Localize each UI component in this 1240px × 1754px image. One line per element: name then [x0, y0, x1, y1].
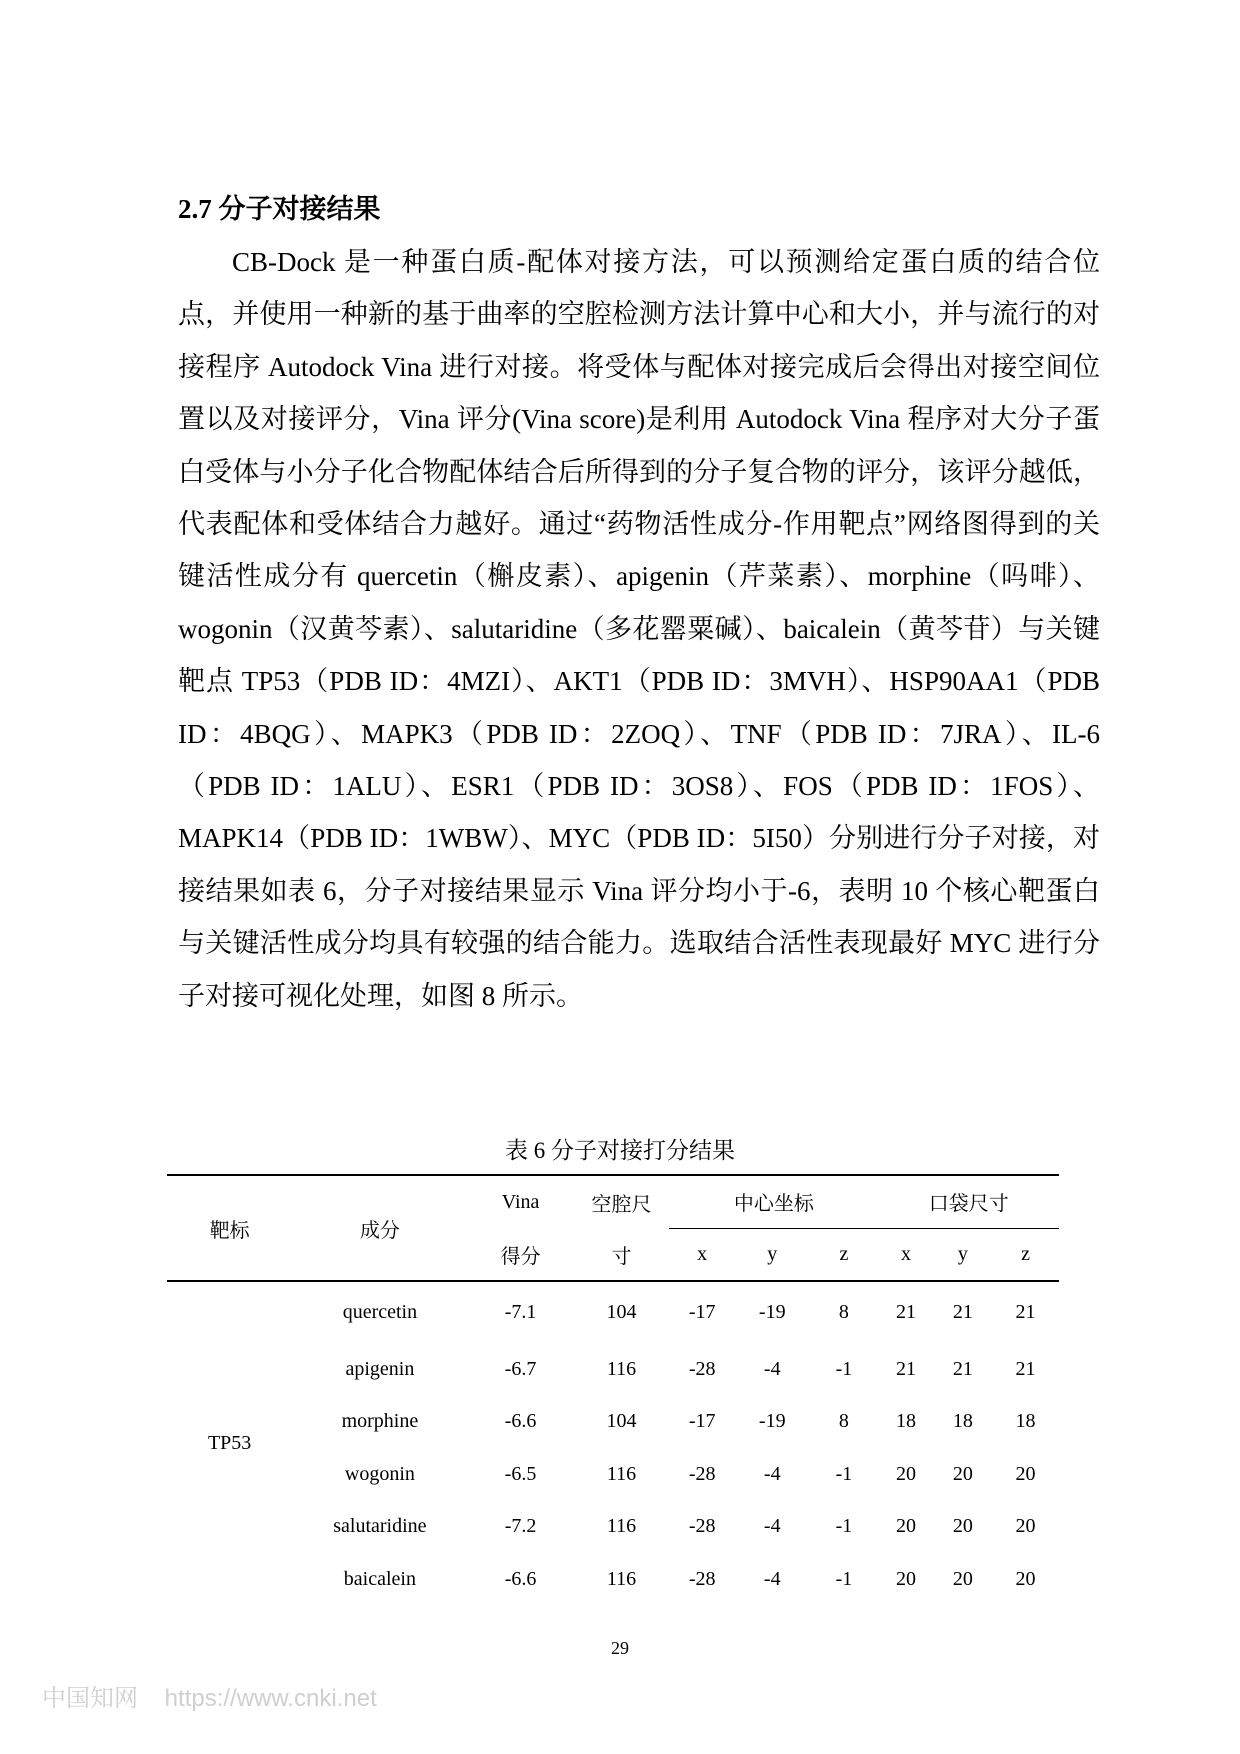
center-z-cell: 8 — [838, 1301, 849, 1323]
vina-cell: -6.7 — [504, 1357, 537, 1380]
header-vina-1: Vina — [501, 1190, 540, 1213]
center-z-cell: -1 — [835, 1515, 853, 1538]
watermark-url: https://www.cnki.net — [164, 1685, 377, 1712]
compound-cell: wogonin — [344, 1462, 415, 1485]
vina-cell: -6.6 — [504, 1567, 537, 1590]
vina-cell: -6.6 — [504, 1410, 537, 1433]
center-x-cell: -28 — [688, 1567, 716, 1590]
compound-cell: morphine — [341, 1410, 419, 1433]
pocket-z-cell: 20 — [1015, 1567, 1036, 1590]
cavity-cell: 116 — [606, 1567, 637, 1590]
cavity-cell: 116 — [606, 1515, 637, 1538]
header-target: 靶标 — [209, 1219, 250, 1242]
pocket-z-cell: 18 — [1015, 1410, 1036, 1433]
header-vina-2: 得分 — [500, 1245, 541, 1268]
section-heading: 2.7 分子对接结果 — [178, 194, 381, 224]
pocket-x-cell: 18 — [896, 1410, 917, 1433]
vina-cell: -6.5 — [504, 1462, 537, 1485]
header-compound: 成分 — [359, 1219, 400, 1242]
pocket-z-cell: 21 — [1015, 1301, 1036, 1323]
section-body — [178, 236, 1100, 1022]
table-row — [167, 1281, 1059, 1343]
pocket-z-cell: 20 — [1015, 1462, 1036, 1485]
table-caption: 表 6 分子对接打分结果 — [505, 1138, 735, 1163]
cavity-cell: 104 — [606, 1301, 637, 1323]
pocket-x-cell: 20 — [896, 1567, 917, 1590]
center-z-cell: -1 — [835, 1567, 853, 1590]
header-center-z: z — [839, 1242, 849, 1265]
header-pocket-y: y — [957, 1242, 968, 1265]
center-y-cell: -4 — [763, 1462, 781, 1485]
center-y-cell: -4 — [763, 1515, 781, 1538]
table-row — [167, 1553, 1059, 1606]
pocket-y-cell: 20 — [952, 1567, 973, 1590]
cavity-cell: 116 — [606, 1357, 637, 1380]
cavity-cell: 104 — [606, 1410, 637, 1433]
center-x-cell: -28 — [688, 1357, 716, 1380]
watermark-logo-text: 中国知网 — [42, 1685, 138, 1712]
docking-results-table — [167, 1174, 1059, 1606]
center-x-cell: -28 — [688, 1462, 716, 1485]
pocket-x-cell: 20 — [896, 1515, 917, 1538]
header-pocket-x: x — [901, 1242, 912, 1265]
compound-cell: apigenin — [345, 1357, 415, 1380]
cavity-cell: 116 — [606, 1462, 637, 1485]
vina-cell: -7.2 — [504, 1515, 537, 1538]
pocket-y-cell: 20 — [952, 1462, 973, 1485]
center-y-cell: -4 — [763, 1567, 781, 1590]
center-z-cell: -1 — [835, 1462, 853, 1485]
header-cavity-1: 空腔尺 — [591, 1193, 652, 1216]
pocket-y-cell: 21 — [952, 1357, 973, 1380]
pocket-y-cell: 20 — [952, 1515, 973, 1538]
page-number: 29 — [611, 1638, 629, 1658]
pocket-x-cell: 20 — [896, 1462, 917, 1485]
cnki-watermark — [42, 1678, 377, 1713]
compound-cell: salutaridine — [333, 1515, 427, 1538]
vina-cell: -7.1 — [504, 1301, 537, 1323]
center-x-cell: -28 — [688, 1515, 716, 1538]
compound-cell: quercetin — [342, 1301, 418, 1323]
header-pocket: 口袋尺寸 — [878, 1175, 1059, 1228]
center-z-cell: -1 — [835, 1357, 853, 1380]
target-cell: TP53 — [207, 1432, 252, 1455]
header-center-y: y — [767, 1242, 778, 1265]
compound-cell: baicalein — [343, 1567, 416, 1590]
table-row — [167, 1343, 1059, 1396]
pocket-x-cell: 21 — [896, 1301, 917, 1323]
header-cavity-2: 寸 — [611, 1245, 632, 1268]
pocket-y-cell: 21 — [952, 1301, 973, 1323]
table-body — [167, 1281, 1059, 1606]
table-row — [167, 1448, 1059, 1501]
center-y-cell: -4 — [763, 1357, 781, 1380]
pocket-x-cell: 21 — [896, 1357, 917, 1380]
pocket-y-cell: 18 — [952, 1410, 973, 1433]
center-y-cell: -19 — [758, 1301, 786, 1323]
center-y-cell: -19 — [758, 1410, 786, 1433]
pocket-z-cell: 21 — [1015, 1357, 1036, 1380]
body-paragraph: CB-Dock 是一种蛋白质-配体对接方法，可以预测给定蛋白质的结合位点，并使用一种新的基于曲率的空腔检测方法计算中心和大小，并与流行的对接程序 Autodock Vina 进行对接。将受体与配体对接完成后会得出对接空间位置以及对接评分，Vina 评分(Vina score)是利用 Autodock Vina 程序对大分子蛋白受体与小分子化合物配体结合后所得到的分子复合物的评分，该评分越低，代表配体和受体结合力越好。通过“药物活性成分-作用靶点”网络图得到的关键活性成分有 quercetin（槲皮素）、apigenin（芹菜素）、morphine（吗啡）、wogonin（汉黄芩素）、salutaridine（多花罂粟碱）、baicalein（黄芩苷）与关键靶点 TP53（PDB ID：4MZI）、AKT1（PDB ID：3MVH）、HSP90AA1（PDB ID：4BQG）、MAPK3（PDB ID：2ZOQ）、TNF（PDB ID：7JRA）、IL-6（PDB ID：1ALU）、ESR1（PDB ID：3OS8）、FOS（PDB ID：1FOS）、MAPK14（PDB ID：1WBW）、MYC（PDB ID：5I50）分别进行分子对接，对接结果如表 6，分子对接结果显示 Vina 评分均小于-6，表明 10 个核心靶蛋白与关键活性成分均具有较强的结合能力。选取结合活性表现最好 MYC 进行分子对接可视化处理，如图 8 所示。 — [178, 247, 1100, 1011]
center-x-cell: -17 — [688, 1410, 716, 1433]
table-row — [167, 1396, 1059, 1449]
table-header — [167, 1175, 1059, 1281]
pocket-z-cell: 20 — [1015, 1515, 1036, 1538]
header-center: 中心坐标 — [669, 1175, 878, 1228]
header-center-x: x — [697, 1242, 708, 1265]
center-z-cell: 8 — [838, 1410, 849, 1433]
header-pocket-z: z — [1021, 1242, 1030, 1265]
table-row — [167, 1501, 1059, 1554]
center-x-cell: -17 — [688, 1301, 716, 1323]
